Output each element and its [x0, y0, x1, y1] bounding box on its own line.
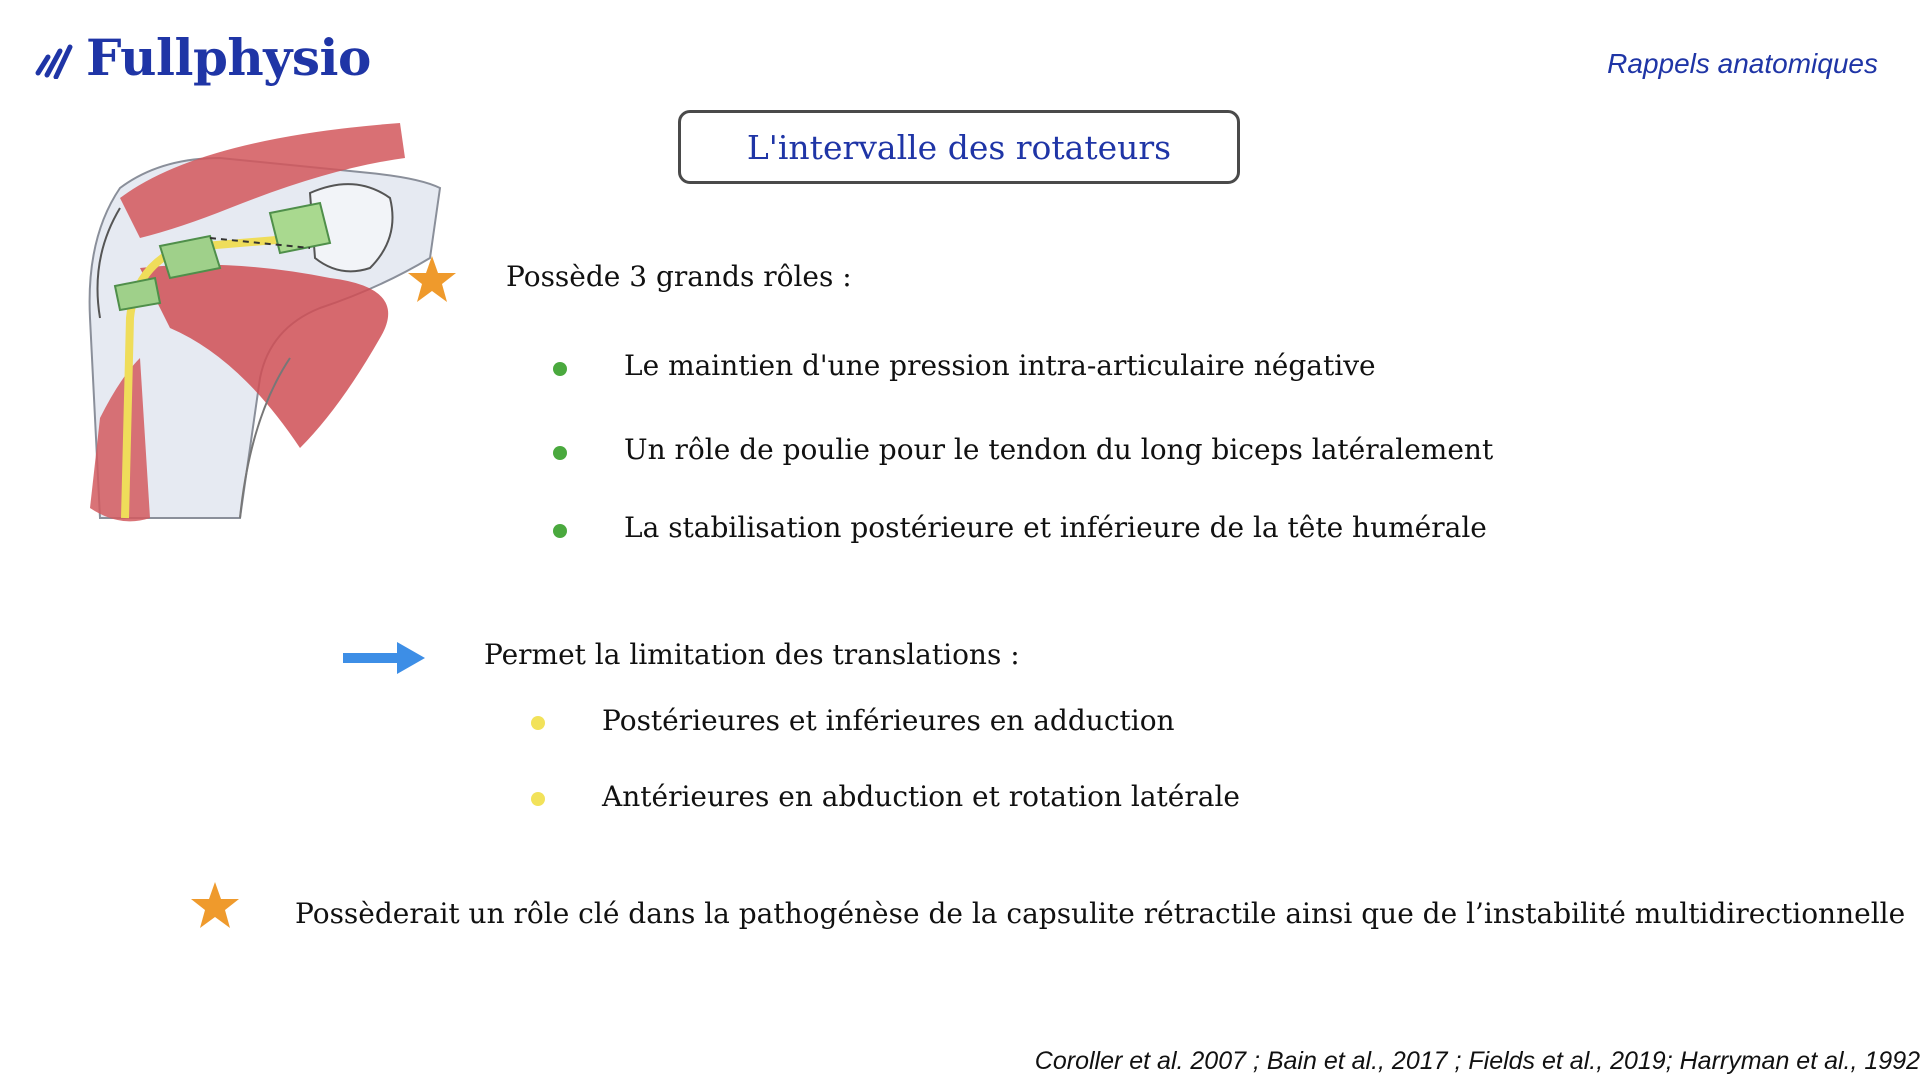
page-title: L'intervalle des rotateurs [746, 127, 1172, 167]
citation: Coroller et al. 2007 ; Bain et al., 2017 ; Fields et al., 2019; Harryman et al., 1992 [1034, 1047, 1920, 1075]
star-icon [189, 880, 241, 932]
list-item: Un rôle de poulie pour le tendon du long biceps latéralement [624, 433, 1494, 466]
translations-heading: Permet la limitation des translations : [484, 638, 1020, 671]
roles-heading: Possède 3 grands rôles : [506, 260, 852, 293]
list-item: Le maintien d'une pression intra-articulaire négative [624, 349, 1376, 382]
key-role-text: Possèderait un rôle clé dans la pathogénèse de la capsulite rétractile ainsi que de l’instabilité multidirectionnelle [295, 897, 1906, 930]
bullet-yellow [531, 716, 545, 730]
bullet-green [553, 362, 567, 376]
shoulder-anatomy-illustration [80, 118, 460, 538]
bullet-green [553, 524, 567, 538]
list-item: Antérieures en abduction et rotation latérale [602, 780, 1240, 813]
logo [34, 28, 371, 87]
arrow-right-icon [343, 640, 425, 676]
section-label: Rappels anatomiques [1607, 48, 1878, 79]
title-box [678, 110, 1240, 184]
star-icon [406, 254, 458, 306]
list-item: Postérieures et inférieures en adduction [602, 704, 1175, 737]
list-item: La stabilisation postérieure et inférieure de la tête humérale [624, 511, 1487, 544]
bullet-green [553, 446, 567, 460]
bullet-yellow [531, 792, 545, 806]
logo-text: Fullphysio [86, 28, 371, 87]
slash-stripes-icon [34, 37, 74, 79]
